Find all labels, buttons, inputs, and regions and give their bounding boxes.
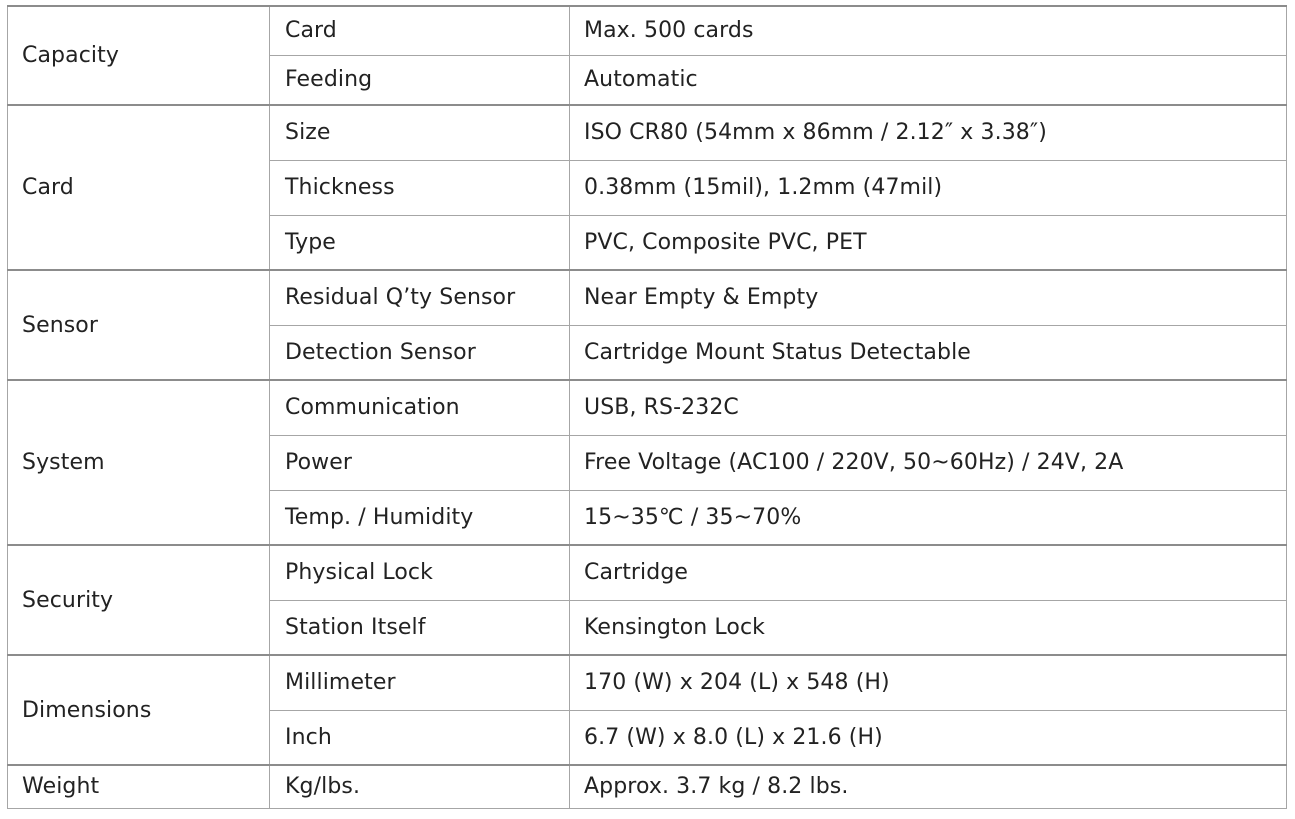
item-cell: Inch: [270, 710, 570, 765]
item-cell: Communication: [270, 380, 570, 435]
item-cell: Size: [270, 105, 570, 160]
value-cell: Max. 500 cards: [570, 6, 1287, 55]
item-cell: Thickness: [270, 160, 570, 215]
table-row: [8, 270, 1287, 325]
item-cell: Physical Lock: [270, 545, 570, 600]
item-cell: Residual Q’ty Sensor: [270, 270, 570, 325]
table-row: [8, 6, 1287, 55]
category-cell: Capacity: [8, 6, 270, 105]
value-cell: Cartridge Mount Status Detectable: [570, 325, 1287, 380]
value-cell: 6.7 (W) x 8.0 (L) x 21.6 (H): [570, 710, 1287, 765]
value-cell: Cartridge: [570, 545, 1287, 600]
category-cell: Security: [8, 545, 270, 655]
table-row: [8, 545, 1287, 600]
value-cell: 0.38mm (15mil), 1.2mm (47mil): [570, 160, 1287, 215]
category-cell: Card: [8, 105, 270, 270]
value-cell: ISO CR80 (54mm x 86mm / 2.12″ x 3.38″): [570, 105, 1287, 160]
value-cell: Kensington Lock: [570, 600, 1287, 655]
item-cell: Feeding: [270, 55, 570, 105]
table-row: [8, 105, 1287, 160]
table-row: [8, 765, 1287, 808]
category-cell: Sensor: [8, 270, 270, 380]
item-cell: Kg/lbs.: [270, 765, 570, 808]
value-cell: Near Empty & Empty: [570, 270, 1287, 325]
value-cell: 15~35℃ / 35~70%: [570, 490, 1287, 545]
value-cell: PVC, Composite PVC, PET: [570, 215, 1287, 270]
spec-table: [7, 5, 1287, 809]
item-cell: Millimeter: [270, 655, 570, 710]
category-cell: System: [8, 380, 270, 545]
value-cell: Automatic: [570, 55, 1287, 105]
item-cell: Detection Sensor: [270, 325, 570, 380]
table-row: [8, 655, 1287, 710]
category-cell: Dimensions: [8, 655, 270, 765]
item-cell: Station Itself: [270, 600, 570, 655]
value-cell: 170 (W) x 204 (L) x 548 (H): [570, 655, 1287, 710]
item-cell: Type: [270, 215, 570, 270]
value-cell: Free Voltage (AC100 / 220V, 50~60Hz) / 24V, 2A: [570, 435, 1287, 490]
item-cell: Card: [270, 6, 570, 55]
value-cell: USB, RS-232C: [570, 380, 1287, 435]
table-row: [8, 380, 1287, 435]
value-cell: Approx. 3.7 kg / 8.2 lbs.: [570, 765, 1287, 808]
item-cell: Temp. / Humidity: [270, 490, 570, 545]
category-cell: Weight: [8, 765, 270, 808]
item-cell: Power: [270, 435, 570, 490]
